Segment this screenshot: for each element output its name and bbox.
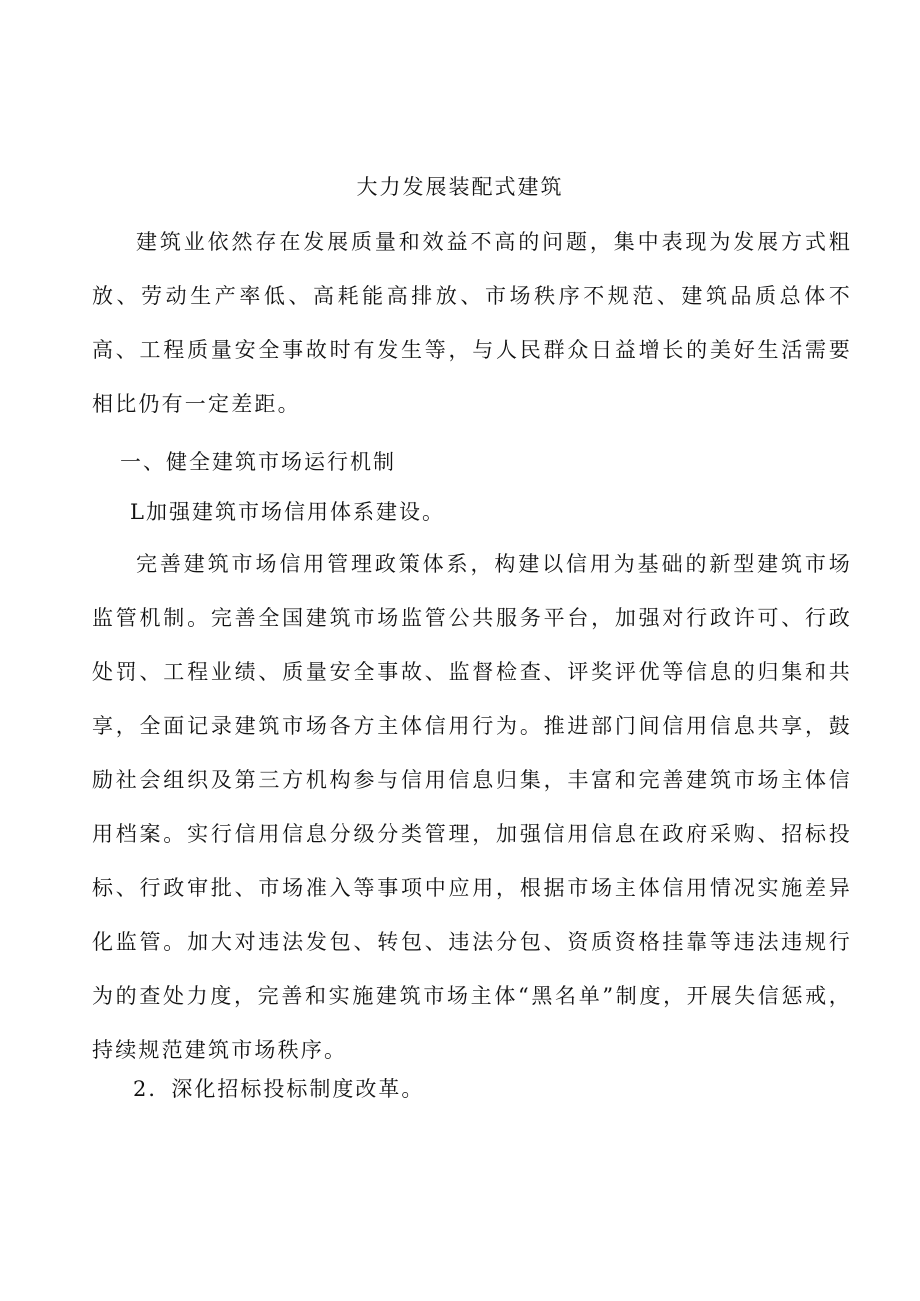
item-heading-1: L加强建筑市场信用体系建设。 (130, 500, 445, 524)
intro-paragraph: 建筑业依然存在发展质量和效益不高的问题，集中表现为发展方式粗放、劳动生产率低、高耗能高排放、市场秩序不规范、建筑品质总体不高、工程质量安全事故时有发生等，与人民群众日益增长的美好生活需要相比仍有一定差距。 (92, 230, 852, 416)
section-heading: 一、健全建筑市场运行机制 (120, 450, 396, 474)
document-title: 大力发展装配式建筑 (356, 175, 564, 199)
item-body-1: 完善建筑市场信用管理政策体系，构建以信用为基础的新型建筑市场监管机制。完善全国建筑市场监管公共服务平台，加强对行政许可、行政处罚、工程业绩、质量安全事故、监督检查、评奖评优等信息的归集和共享，全面记录建筑市场各方主体信用行为。推进部门间信用信息共享，鼓励社会组织及第三方机构参与信用信息归集，丰富和完善建筑市场主体信用档案。实行信用信息分级分类管理，加强信用信息在政府采购、招标投标、行政审批、市场准入等事项中应用，根据市场主体信用情况实施差异化监管。加大对违法发包、转包、违法分包、资质资格挂靠等违法违规行为的查处力度，完善和实施建筑市场主体“黑名单”制度，开展失信惩戒，持续规范建筑市场秩序。 (92, 552, 852, 1062)
item-heading-2: 2．深化招标投标制度改革。 (133, 1077, 425, 1101)
